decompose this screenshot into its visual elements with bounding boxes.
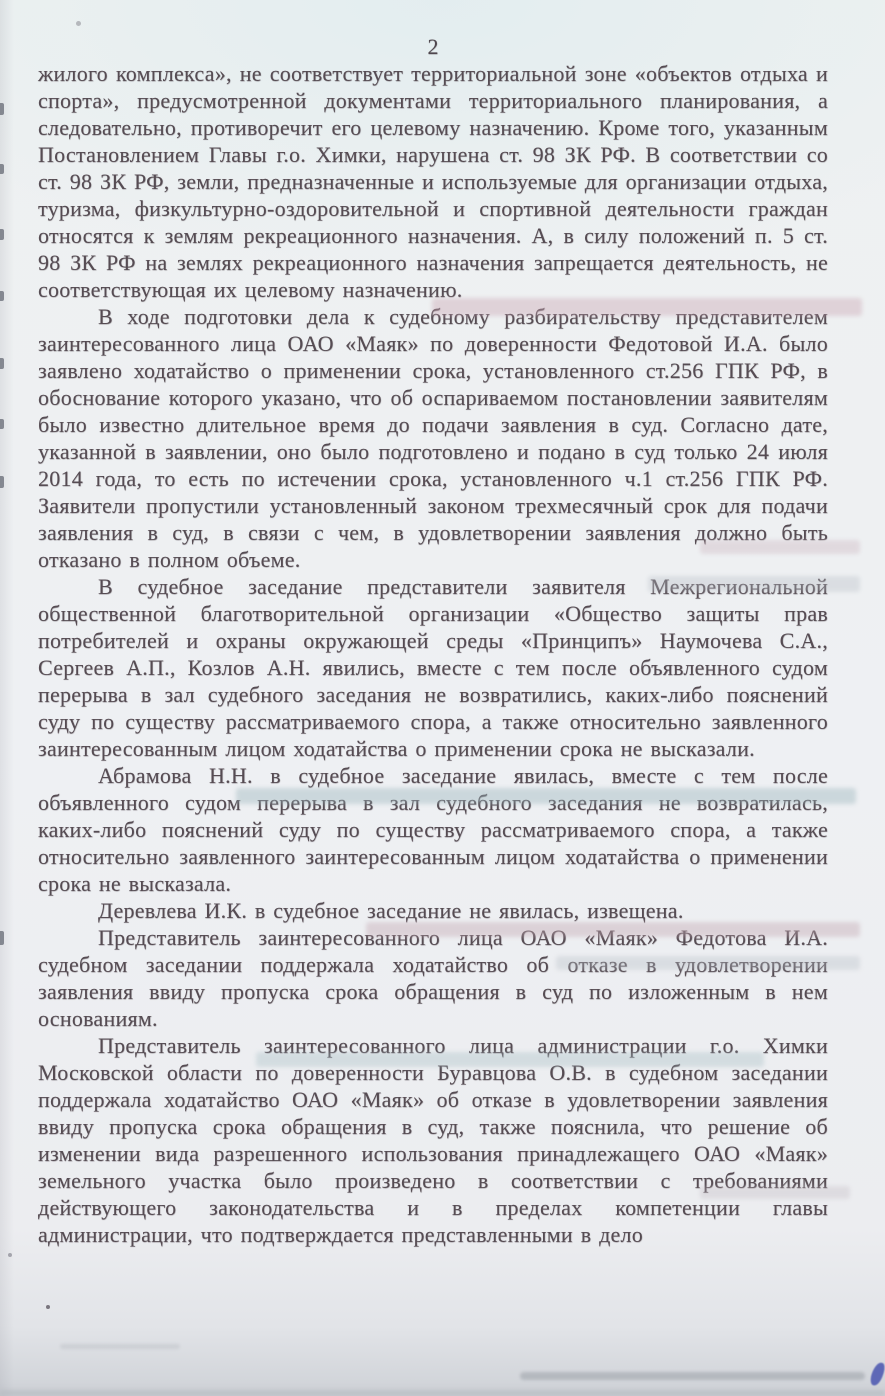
scan-edge-mark	[0, 358, 4, 369]
scan-shadow-smear	[0, 1390, 885, 1396]
scan-edge-mark	[0, 419, 4, 429]
ink-mark	[869, 1361, 885, 1387]
scan-shadow-smear	[60, 1344, 180, 1349]
paragraph: Представитель заинтересованного лица ОАО «Маяк» Федотова И.А. судебном заседании поддержала ходатайство об отказе в удовлетворении заявления ввиду пропуска срока обращения в суд по изложенным в нем основаниям.	[38, 925, 828, 1031]
scan-shadow-smear	[520, 1372, 865, 1380]
document-body	[38, 60, 828, 1248]
paragraph: Деревлева И.К. в судебное заседание не явилась, извещена.	[98, 898, 684, 923]
scan-edge-mark	[0, 229, 4, 240]
paragraph: Абрамова Н.Н. в судебное заседание явилась, вместе с тем после объявленного судом перерыва в зал судебного заседания не возвратилась, каких-либо пояснений суду по существу рассматриваемого спора, а также относительно заявленного заинтересованным лицом ходатайства о применении срока не высказала.	[38, 763, 828, 896]
scan-edge-mark	[0, 291, 4, 301]
scan-edge-mark	[0, 476, 4, 488]
scan-edge-mark	[0, 931, 4, 945]
paper-speck	[46, 1305, 50, 1309]
paragraph: В ходе подготовки дела к судебному разбирательству представителем заинтересованного лица ОАО «Маяк» по доверенности Федотовой И.А. было заявлено ходатайство о применении срока, установленного ст.256 ГПК РФ, в обоснование которого указано, что об оспариваемом постановлении заявителям было известно длительное время до подачи заявления в суд. Согласно дате, указанной в заявлении, оно было подготовлено и подано в суд только 24 июля 2014 года, то есть по истечении срока, установленного ч.1 ст.256 ГПК РФ. Заявители пропустили установленный законом трехмесячный срок для подачи заявления в суд, в связи с чем, в удовлетворении заявления должно быть отказано в полном объеме.	[38, 304, 828, 572]
paragraph: В судебное заседание представители заявителя Межрегиональной общественной благотворительной организации «Общество защиты прав потребителей и охраны окружающей среды «Принципъ» Наумочева С.А., Сергеев А.П., Козлов А.Н. явились, вместе с тем после объявленного судом перерыва в зал судебного заседания не возвратились, каких-либо пояснений суду по существу рассматриваемого спора, а также относительно заявленного заинтересованным лицом ходатайства о применении срока не высказали.	[38, 574, 828, 761]
scan-edge-mark	[0, 103, 4, 115]
paper-speck	[8, 1253, 12, 1257]
paragraph: жилого комплекса», не соответствует территориальной зоне «объектов отдыха и спорта», предусмотренной документами территориального планирования, а следовательно, противоречит его целевому назначению. Кроме того, указанным Постановлением Главы г.о. Химки, нарушена ст. 98 ЗК РФ. В соответствии со ст. 98 ЗК РФ, земли, предназначенные и используемые для организации отдыха, туризма, физкультурно-оздоровительной и спортивной деятельности граждан относятся к землям рекреационного назначения. А, в силу положений п. 5 ст. 98 ЗК РФ на землях рекреационного назначения запрещается деятельность, не соответствующая их целевому назначению.	[38, 61, 828, 302]
paragraph: Представитель заинтересованного лица администрации г.о. Химки Московской области по доверенности Буравцова О.В. в судебном заседании поддержала ходатайство ОАО «Маяк» об отказе в удовлетворении заявления ввиду пропуска срока обращения в суд, также пояснила, что решение об изменении вида разрешенного использования принадлежащего ОАО «Маяк» земельного участка было произведено в соответствии с требованиями действующего законодательства и в пределах компетенции главы администрации, что подтверждается представленными в дело	[38, 1033, 828, 1247]
scan-edge-mark	[0, 164, 4, 174]
paper-speck	[76, 21, 81, 26]
page-number: 2	[427, 34, 439, 59]
